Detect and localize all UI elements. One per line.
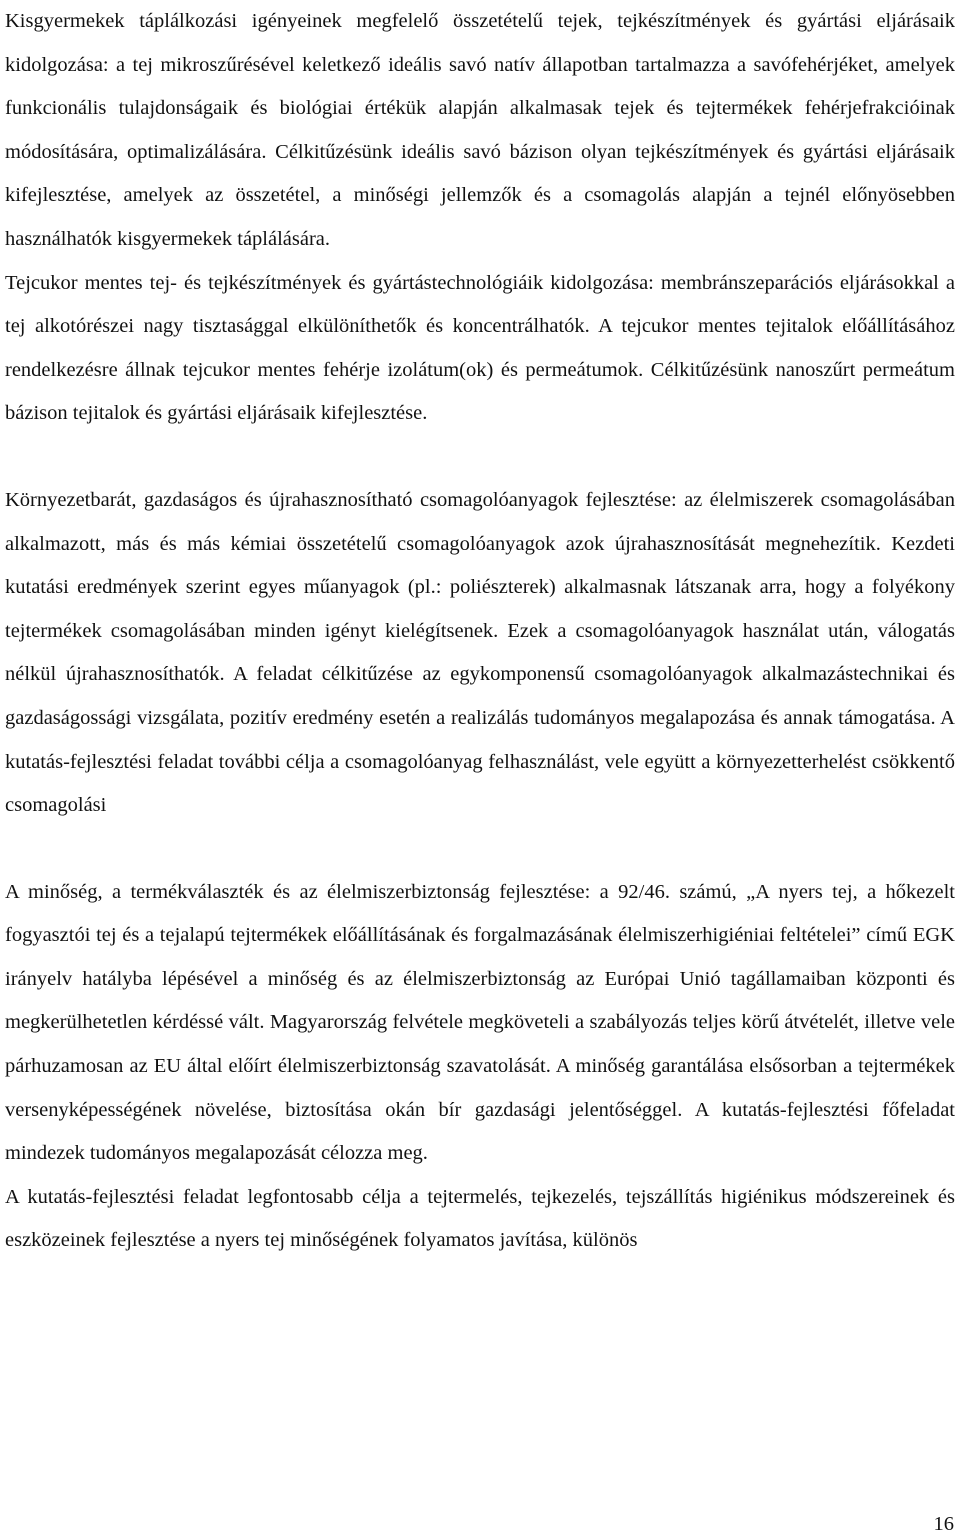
document-page <box>5 0 955 1263</box>
paragraph-spacer <box>5 436 955 479</box>
paragraph-csomagoloanyagok: Környezetbarát, gazdaságos és újrahasznosítható csomagolóanyagok fejlesztése: az élelmiszerek csomagolásában alkalmazott, más és más kémiai összetételű csomagolóanyagok azok újrahasznosítását megnehezítik. Kezdeti kutatási eredmények szerint egyes műanyagok (pl.: poliészterek) alkalmasnak látszanak arra, hogy a folyékony tejtermékek csomagolásában minden igényt kielégítsenek. Ezek a csomagolóanyagok használat után, válogatás nélkül újrahasznosíthatók. A feladat célkitűzése az egykomponensű csomagolóanyagok alkalmazástechnikai és gazdaságossági vizsgálata, pozitív eredmény esetén a realizálás tudományos megalapozása és annak támogatása. A kutatás-fejlesztési feladat további célja a csomagolóanyag felhasználást, vele együtt a környezetterhelést csökkentő csomagolási <box>5 488 955 817</box>
paragraph-tejcukor-mentes: Tejcukor mentes tej- és tejkészítmények és gyártástechnológiáik kidolgozása: membránszeparációs eljárásokkal a tej alkotórészei nagy tisztasággal elkülöníthetők és koncentrálhatók. A tejcukor mentes tejitalok előállításához rendelkezésre állnak tejcukor mentes fehérje izolátum(ok) és permeátumok. Célkitűzésünk nanoszűrt permeátum bázison tejitalok és gyártási eljárásaik kifejlesztése. <box>5 271 955 425</box>
paragraph-kisgyermekek-tejek: Kisgyermekek táplálkozási igényeinek megfelelő összetételű tejek, tejkészítmények és gyártási eljárásaik kidolgozása: a tej mikroszűrésével keletkező ideális savó natív állapotban tartalmazza a savófehérjéket, amelyek funkcionális tulajdonságaik és biológiai értékük alapján alkalmasak tejek és tejtermékek fehérjefrakcióinak módosítására, optimalizálására. Célkitűzésünk ideális savó bázison olyan tejkészítmények és gyártási eljárásaik kifejlesztése, amelyek az összetétel, a minőségi jellemzők és a csomagolás alapján a tejnél előnyösebben használhatók kisgyermekek táplálására. <box>5 10 955 250</box>
paragraph-minoseg-elelmiszerbiztonsag: A minőség, a termékválaszték és az élelmiszerbiztonság fejlesztése: a 92/46. számú, „A nyers tej, a hőkezelt fogyasztói tej és a tejalapú tejtermékek előállításának és forgalmazásának élelmiszerhigiéniai feltételei” című EGK irányelv hatályba lépésével a minőség és az élelmiszerbiztonság az Európai Unió tagállamaiban központi és megkerülhetetlen kérdéssé vált. Magyarország felvétele megköveteli a szabályozás teljes körű átvételét, illetve vele párhuzamosan az EU által előírt élelmiszerbiztonság szavatolását. A minőség garantálása elsősorban a tejtermékek versenyképességének növelése, biztosítása okán bír gazdasági jelentőséggel. A kutatás-fejlesztési főfeladat mindezek tudományos megalapozását célozza meg. <box>5 880 955 1165</box>
paragraph-kutatas-fejlesztesi-cel: A kutatás-fejlesztési feladat legfontosabb célja a tejtermelés, tejkezelés, tejszállítás higiénikus módszereinek és eszközeinek fejlesztése a nyers tej minőségének folyamatos javítása, különös <box>5 1185 955 1252</box>
paragraph-spacer <box>5 828 955 871</box>
page-number: 16 <box>933 1513 954 1535</box>
